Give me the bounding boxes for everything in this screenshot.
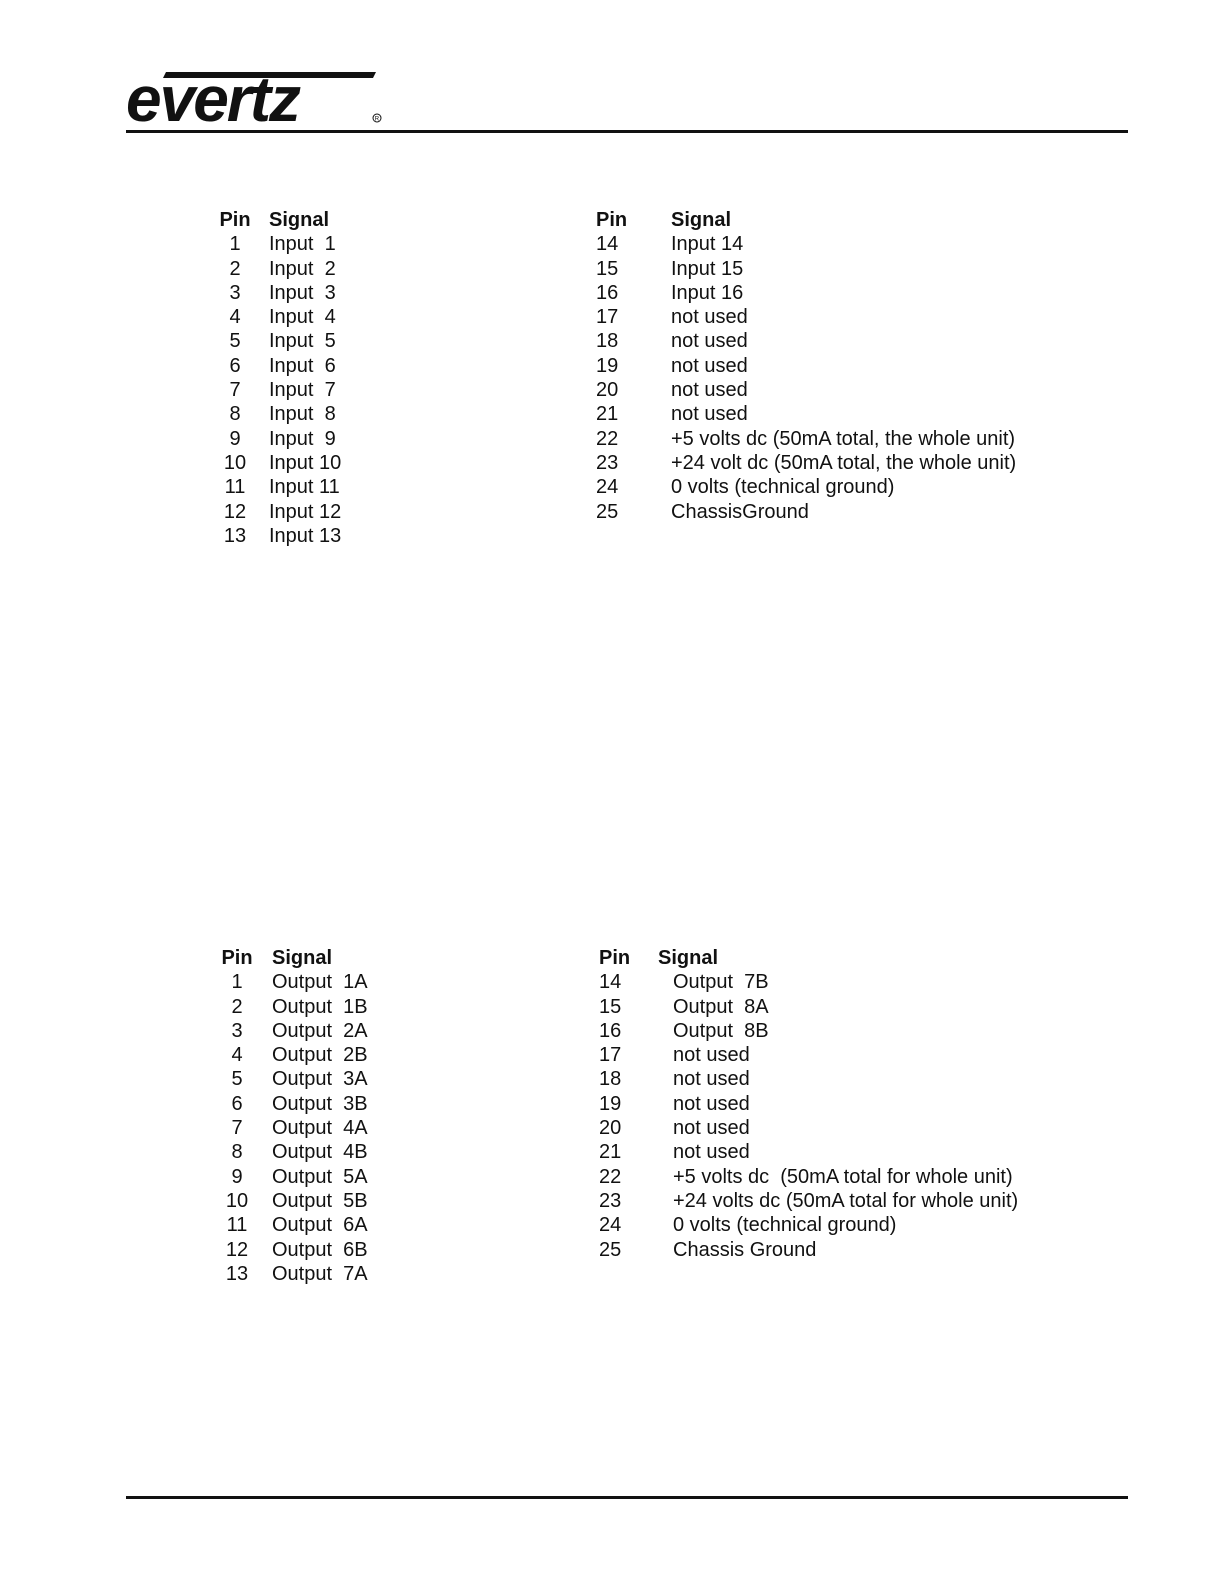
signal-name: Output 7B [673, 971, 769, 994]
pin-row [216, 970, 368, 994]
signal-name: Input 8 [269, 403, 336, 426]
pin-row [216, 1165, 368, 1189]
pin-row [592, 354, 1016, 378]
table1-right-pinout [592, 208, 1016, 524]
pin-number: 1 [231, 971, 243, 994]
pin-number: 23 [599, 1189, 622, 1212]
pin-row [596, 1140, 1018, 1164]
table1-left-pinout [214, 208, 341, 548]
pin-number: 25 [599, 1238, 622, 1261]
pin-row [216, 1189, 368, 1213]
signal-name: Input 3 [269, 281, 336, 304]
pin-row [592, 427, 1016, 451]
pin-number: 13 [225, 1262, 249, 1285]
signal-name: Input 7 [269, 379, 336, 402]
pin-row [214, 329, 341, 353]
signal-name: Input 14 [671, 233, 744, 256]
pin-number: 12 [223, 500, 247, 523]
pin-number: 15 [599, 995, 622, 1018]
signal-header: Signal [272, 947, 333, 969]
signal-name: Output 3B [272, 1092, 368, 1115]
pin-row [592, 378, 1016, 402]
pin-number: 8 [231, 1141, 243, 1164]
pin-number: 2 [229, 257, 241, 280]
signal-name: Output 5A [272, 1165, 368, 1188]
signal-name: Output 1B [272, 995, 368, 1018]
pin-number: 18 [596, 330, 619, 353]
pin-header: Pin [219, 209, 251, 231]
pin-number: 9 [229, 427, 241, 450]
pin-number: 11 [224, 476, 246, 499]
svg-text:evertz: evertz [126, 68, 299, 128]
pin-number: 13 [223, 524, 247, 547]
pin-number: 10 [223, 451, 247, 474]
table2-left-pinout [216, 946, 368, 1286]
table-header [216, 946, 368, 970]
pin-row [214, 257, 341, 281]
pin-number: 21 [599, 1141, 622, 1164]
pin-number: 3 [231, 1019, 243, 1042]
signal-name: Output 8A [673, 995, 769, 1018]
signal-name: 0 volts (technical ground) [671, 476, 895, 499]
pin-row [592, 402, 1016, 426]
signal-name: Input 5 [269, 330, 336, 353]
table-header [592, 208, 1016, 232]
pin-number: 4 [231, 1044, 243, 1067]
signal-name: Chassis Ground [673, 1238, 817, 1261]
pin-row [592, 305, 1016, 329]
svg-text:R: R [374, 116, 380, 123]
pin-row [596, 1189, 1018, 1213]
pin-row [592, 232, 1016, 256]
signal-name: Output 6B [272, 1238, 368, 1261]
pin-row [592, 257, 1016, 281]
pin-row [596, 995, 1018, 1019]
pin-number: 5 [229, 330, 241, 353]
table-header [596, 946, 1018, 970]
pin-row [216, 995, 368, 1019]
pin-row [214, 378, 341, 402]
pin-number: 6 [229, 354, 241, 377]
pin-row [216, 1140, 368, 1164]
signal-name: Input 4 [269, 306, 336, 329]
signal-name: ChassisGround [671, 500, 809, 523]
signal-name: +24 volt dc (50mA total, the whole unit) [671, 451, 1017, 474]
pin-number: 22 [599, 1165, 622, 1188]
evertz-logo-mark [126, 68, 388, 128]
pin-row [596, 1213, 1018, 1237]
pin-row [216, 1067, 368, 1091]
pin-number: 20 [596, 379, 619, 402]
pin-number: 25 [596, 500, 619, 523]
pin-number: 14 [599, 971, 622, 994]
pin-number: 24 [599, 1214, 622, 1237]
signal-name: not used [673, 1044, 750, 1067]
signal-name: not used [673, 1092, 750, 1115]
pin-number: 20 [599, 1117, 622, 1140]
pin-row [216, 1238, 368, 1262]
pin-number: 22 [596, 427, 619, 450]
pin-row [592, 475, 1016, 499]
pin-row [214, 354, 341, 378]
pin-row [596, 1092, 1018, 1116]
pin-number: 4 [229, 306, 241, 329]
pin-row [596, 1019, 1018, 1043]
pin-number: 1 [229, 233, 241, 256]
pin-number: 17 [599, 1044, 622, 1067]
signal-name: not used [671, 330, 748, 353]
signal-name: not used [671, 306, 748, 329]
pin-row [592, 500, 1016, 524]
signal-name: Output 1A [272, 971, 368, 994]
pin-row [592, 281, 1016, 305]
pin-row [596, 1067, 1018, 1091]
pin-row [214, 524, 341, 548]
pin-number: 23 [596, 451, 619, 474]
signal-header: Signal [269, 209, 330, 231]
pin-row [216, 1092, 368, 1116]
signal-name: Output 4A [272, 1117, 368, 1140]
signal-name: not used [671, 403, 748, 426]
pin-row [214, 500, 341, 524]
signal-name: not used [671, 379, 748, 402]
signal-name: Input 12 [269, 500, 342, 523]
pin-number: 8 [229, 403, 241, 426]
signal-name: Input 10 [269, 451, 342, 474]
pin-header: Pin [596, 209, 628, 231]
table2-right-pinout [596, 946, 1018, 1262]
pin-row [216, 1213, 368, 1237]
pin-header: Pin [221, 947, 253, 969]
pin-number: 16 [599, 1019, 622, 1042]
pin-number: 10 [225, 1189, 249, 1212]
pin-row [214, 232, 341, 256]
pin-row [216, 1043, 368, 1067]
pin-row [596, 1165, 1018, 1189]
pin-row [216, 1019, 368, 1043]
pin-row [596, 1043, 1018, 1067]
signal-name: Input 1 [269, 233, 336, 256]
pin-row [592, 329, 1016, 353]
signal-name: Input 2 [269, 257, 336, 280]
pin-number: 15 [596, 257, 619, 280]
signal-name: +5 volts dc (50mA total for whole unit) [673, 1165, 1013, 1188]
pin-number: 14 [596, 233, 619, 256]
signal-name: +24 volts dc (50mA total for whole unit) [673, 1189, 1019, 1212]
signal-name: Input 9 [269, 427, 336, 450]
signal-name: 0 volts (technical ground) [673, 1214, 897, 1237]
pin-number: 11 [226, 1214, 248, 1237]
signal-header: Signal [671, 209, 732, 231]
pin-number: 7 [229, 379, 241, 402]
signal-name: Output 3A [272, 1068, 368, 1091]
pin-number: 19 [596, 354, 619, 377]
pin-row [216, 1116, 368, 1140]
signal-name: +5 volts dc (50mA total, the whole unit) [671, 427, 1016, 450]
signal-name: not used [673, 1117, 750, 1140]
signal-name: Input 13 [269, 524, 342, 547]
pin-row [214, 402, 341, 426]
signal-name: Input 16 [671, 281, 744, 304]
signal-name: not used [673, 1068, 750, 1091]
pin-row [214, 475, 341, 499]
pin-number: 6 [231, 1092, 243, 1115]
signal-name: Output 4B [272, 1141, 368, 1164]
pin-number: 17 [596, 306, 619, 329]
signal-name: Output 7A [272, 1262, 368, 1285]
header-rule [126, 130, 1128, 133]
pin-number: 7 [231, 1117, 243, 1140]
signal-name: not used [673, 1141, 750, 1164]
signal-name: Output 8B [673, 1019, 769, 1042]
pin-number: 9 [231, 1165, 243, 1188]
evertz-logo [126, 68, 388, 128]
pin-number: 5 [231, 1068, 243, 1091]
pin-row [214, 281, 341, 305]
signal-name: Output 5B [272, 1189, 368, 1212]
pin-row [596, 1116, 1018, 1140]
pin-number: 16 [596, 281, 619, 304]
signal-name: not used [671, 354, 748, 377]
pin-number: 2 [231, 995, 243, 1018]
signal-name: Output 2A [272, 1019, 368, 1042]
signal-header: Signal [658, 947, 719, 969]
pin-number: 19 [599, 1092, 622, 1115]
pin-row [214, 305, 341, 329]
signal-name: Output 2B [272, 1044, 368, 1067]
pin-row [216, 1262, 368, 1286]
pin-number: 3 [229, 281, 241, 304]
signal-name: Input 15 [671, 257, 744, 280]
signal-name: Output 6A [272, 1214, 368, 1237]
pin-number: 24 [596, 476, 619, 499]
pin-header: Pin [599, 947, 631, 969]
pin-number: 12 [225, 1238, 249, 1261]
pin-row [596, 970, 1018, 994]
pin-row [596, 1238, 1018, 1262]
pin-number: 21 [596, 403, 619, 426]
pin-number: 18 [599, 1068, 622, 1091]
pin-row [592, 451, 1016, 475]
table-header [214, 208, 341, 232]
footer-rule [126, 1496, 1128, 1499]
pin-row [214, 451, 341, 475]
signal-name: Input 11 [269, 476, 340, 499]
signal-name: Input 6 [269, 354, 336, 377]
pin-row [214, 427, 341, 451]
